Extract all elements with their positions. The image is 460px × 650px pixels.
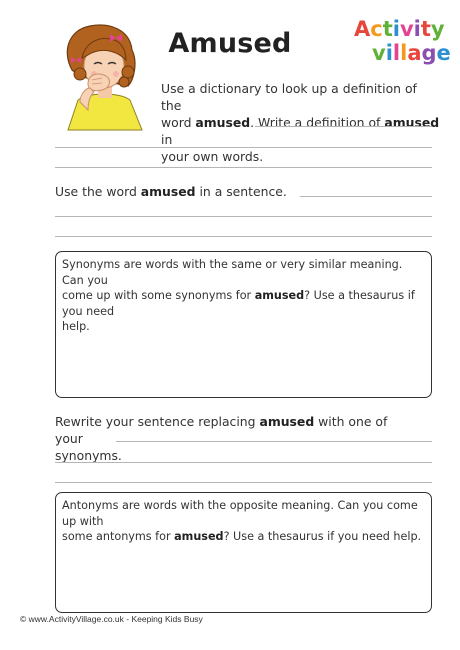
footer-copyright: © www.ActivityVillage.co.uk - Keeping Kids Busy	[20, 614, 203, 624]
answer-line-2b[interactable]	[55, 216, 432, 217]
page-title: Amused	[168, 28, 292, 59]
antonyms-instructions: Antonyms are words with the opposite meaning. Can you come up with some antonyms for amused? Use a thesaurus if you need help.	[62, 499, 422, 543]
q2-text: Use the word amused in a sentence.	[55, 184, 287, 199]
q1-text: Use a dictionary to look up a definition of the word amused. Write a definition of amused in your own words.	[161, 81, 440, 164]
answer-line-1a[interactable]	[255, 126, 432, 127]
antonyms-box[interactable]	[55, 492, 432, 613]
girl-illustration	[58, 22, 150, 130]
answer-line-2a[interactable]	[300, 196, 432, 197]
q3-text: Rewrite your sentence replacing amused with one of your synonyms.	[55, 414, 388, 463]
synonyms-instructions: Synonyms are words with the same or very similar meaning. Can you come up with some synonyms for amused? Use a thesaurus if you need help.	[62, 258, 415, 333]
answer-line-3b[interactable]	[55, 462, 432, 463]
answer-line-1c[interactable]	[55, 167, 432, 168]
answer-line-2c[interactable]	[55, 236, 432, 237]
activity-village-logo	[352, 14, 451, 66]
answer-line-1b[interactable]	[55, 147, 432, 148]
svg-text:Activity: Activity	[354, 17, 445, 41]
answer-line-3a[interactable]	[116, 441, 432, 442]
svg-text:village: village	[372, 41, 451, 65]
synonyms-box[interactable]	[55, 251, 432, 398]
answer-line-3c[interactable]	[55, 482, 432, 483]
